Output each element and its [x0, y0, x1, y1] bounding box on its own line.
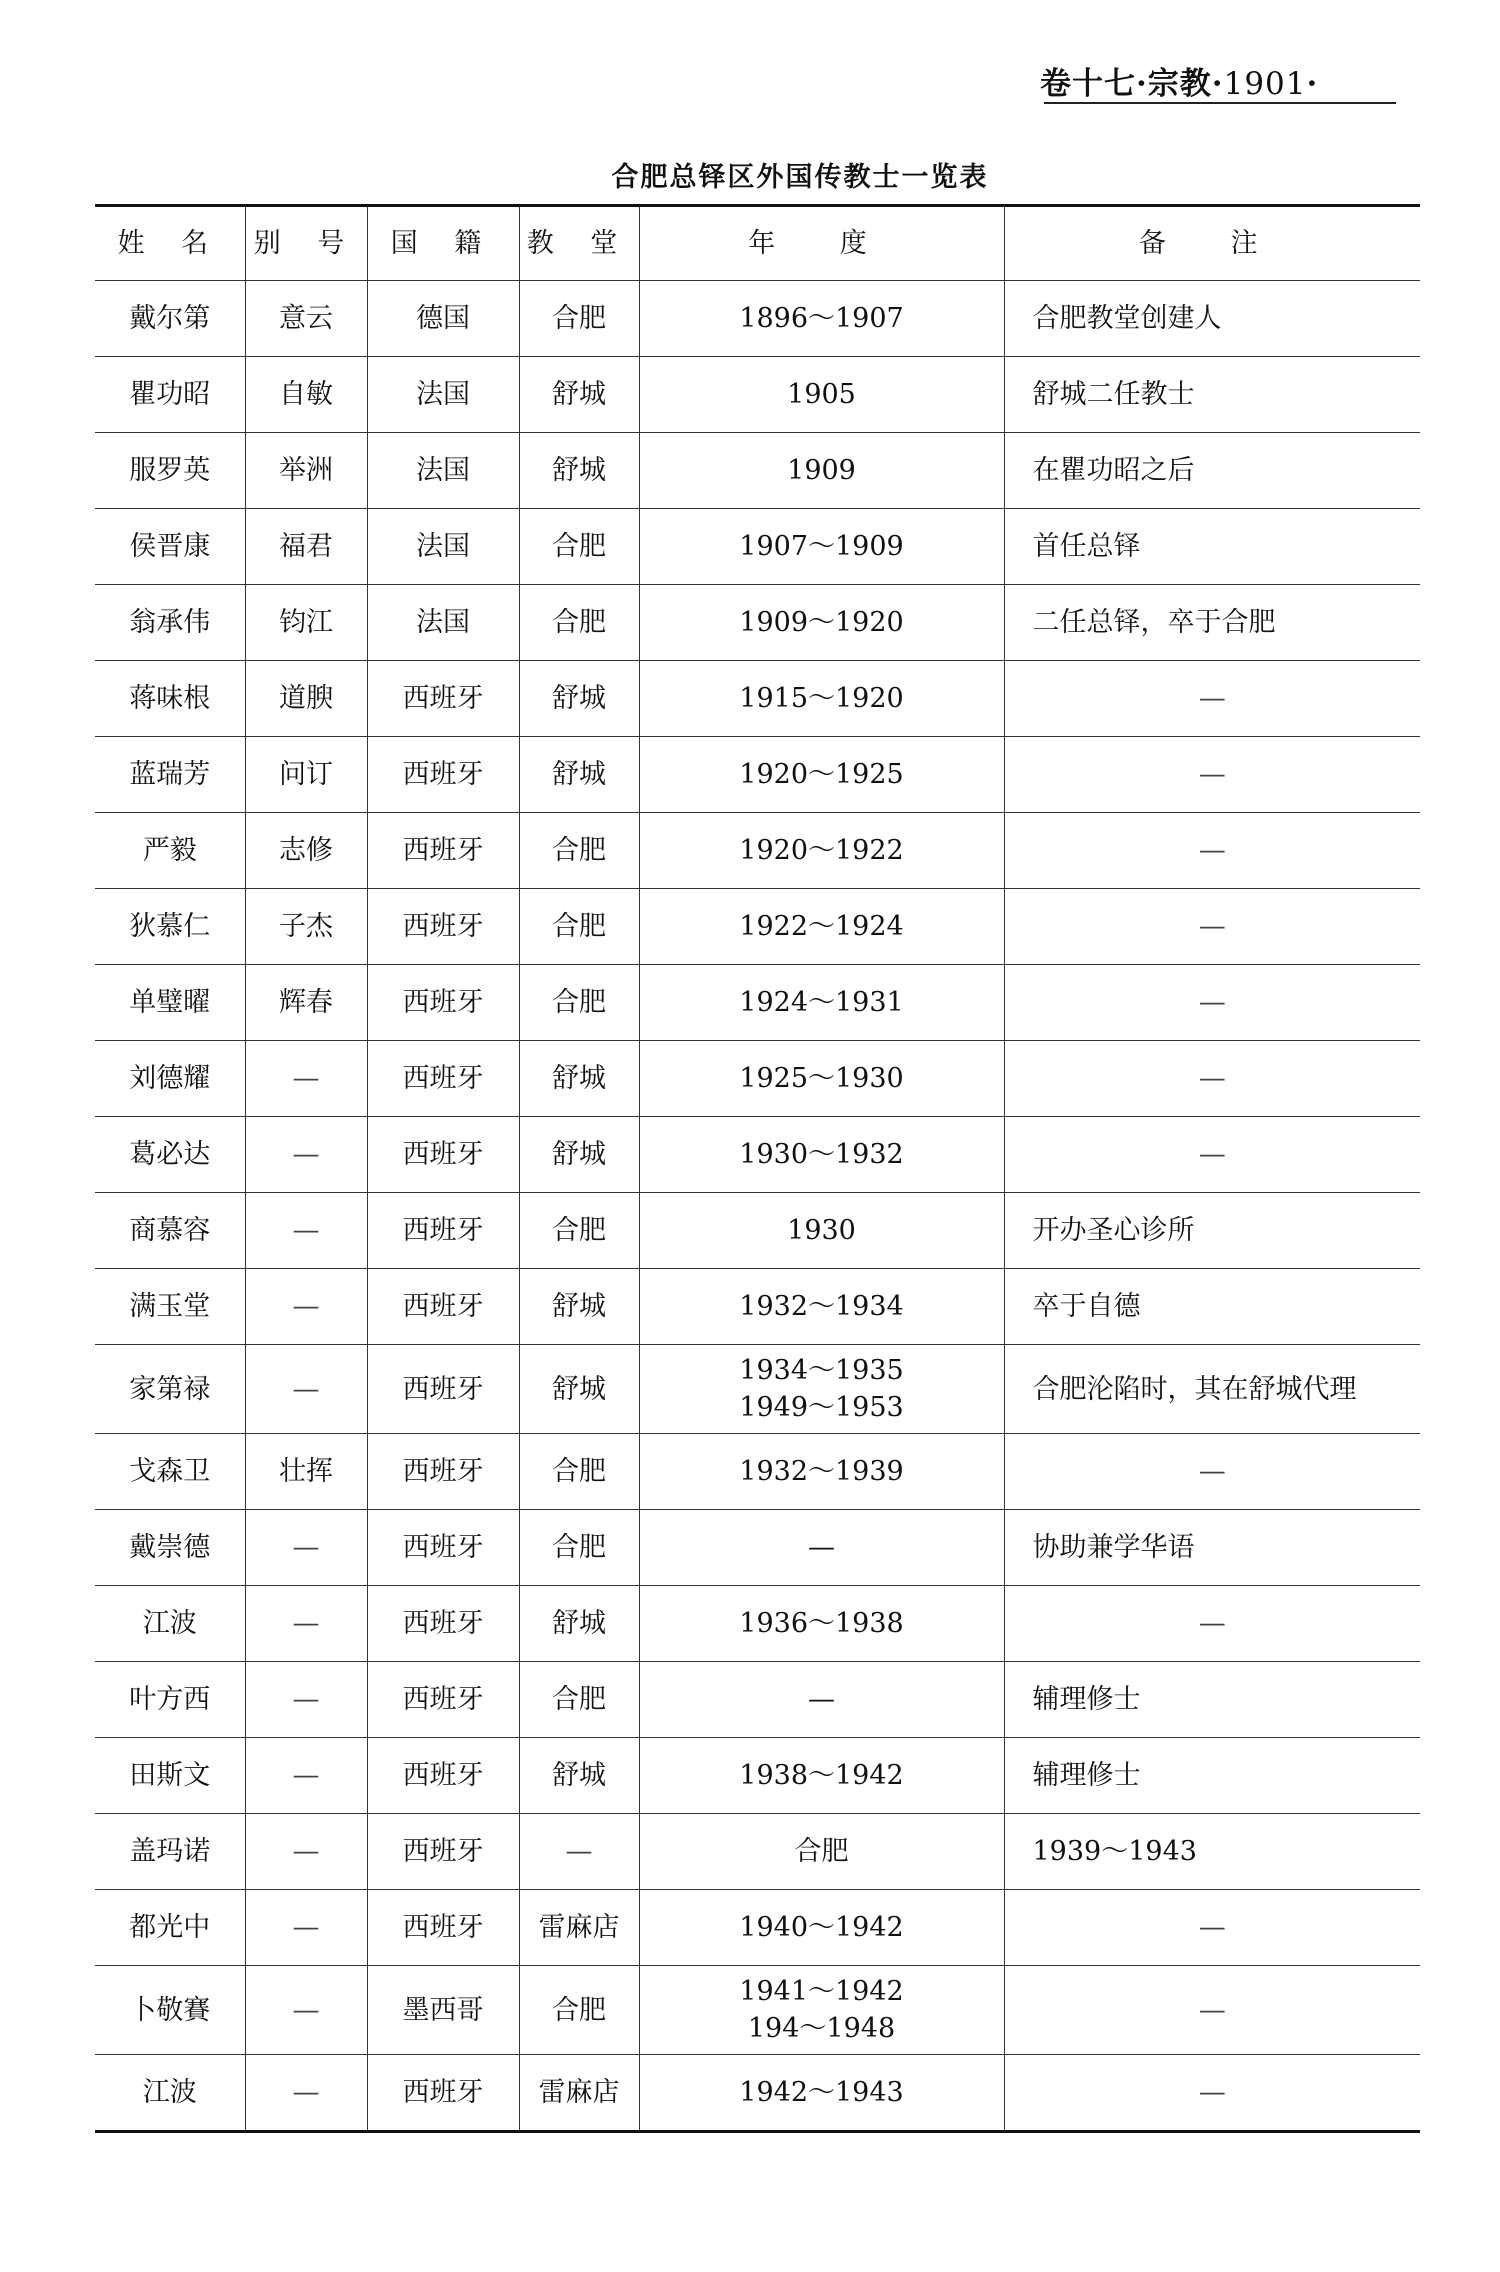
table-row	[95, 1814, 1420, 1890]
table-row	[95, 433, 1420, 509]
year-range: 1907～1909	[739, 531, 904, 562]
year-range: 1924～1931	[739, 987, 904, 1018]
cell-years	[639, 737, 1004, 813]
cell-church: —	[519, 1814, 639, 1890]
cell-church: 舒城	[519, 1269, 639, 1345]
cell-years	[639, 1510, 1004, 1586]
cell-nationality: 德国	[367, 281, 519, 357]
header-years: 年 度	[639, 206, 1004, 281]
year-range: 1922～1924	[739, 911, 904, 942]
cell-nationality: 西班牙	[367, 813, 519, 889]
cell-alias: 子杰	[245, 889, 367, 965]
table-row	[95, 1586, 1420, 1662]
cell-nationality: 西班牙	[367, 661, 519, 737]
year-range: 1938～1942	[739, 1760, 904, 1791]
cell-nationality: 西班牙	[367, 965, 519, 1041]
cell-name: 江波	[95, 2055, 245, 2132]
table-row	[95, 813, 1420, 889]
cell-years	[639, 1193, 1004, 1269]
year-range: 1942～1943	[739, 2077, 904, 2108]
cell-years	[639, 813, 1004, 889]
cell-years	[639, 585, 1004, 661]
cell-years	[639, 1041, 1004, 1117]
cell-nationality: 西班牙	[367, 1117, 519, 1193]
table-row	[95, 1510, 1420, 1586]
cell-note: 舒城二任教士	[1004, 357, 1420, 433]
cell-nationality: 西班牙	[367, 1269, 519, 1345]
year-range: —	[808, 1684, 835, 1715]
cell-note: —	[1004, 889, 1420, 965]
year-range: 1949～1953	[739, 1392, 904, 1423]
cell-name: 瞿功昭	[95, 357, 245, 433]
cell-name: 戈森卫	[95, 1434, 245, 1510]
cell-church: 合肥	[519, 585, 639, 661]
cell-note: —	[1004, 1117, 1420, 1193]
header-row	[95, 206, 1420, 281]
cell-note: —	[1004, 1966, 1420, 2055]
cell-name: 田斯文	[95, 1738, 245, 1814]
year-range: 1934～1935	[739, 1355, 904, 1386]
table-row	[95, 965, 1420, 1041]
table-row	[95, 585, 1420, 661]
cell-nationality: 西班牙	[367, 1814, 519, 1890]
table-row	[95, 889, 1420, 965]
cell-name: 叶方西	[95, 1662, 245, 1738]
cell-years	[639, 965, 1004, 1041]
cell-alias: 问订	[245, 737, 367, 813]
cell-note: —	[1004, 1041, 1420, 1117]
year-range: 合肥	[794, 1836, 849, 1867]
cell-nationality: 法国	[367, 509, 519, 585]
cell-church: 合肥	[519, 1966, 639, 2055]
cell-years	[639, 1345, 1004, 1434]
cell-years	[639, 661, 1004, 737]
table-row	[95, 1662, 1420, 1738]
header-note: 备 注	[1004, 206, 1420, 281]
cell-years	[639, 1434, 1004, 1510]
cell-alias: —	[245, 1193, 367, 1269]
cell-alias: —	[245, 1269, 367, 1345]
cell-alias: 福君	[245, 509, 367, 585]
cell-church: 合肥	[519, 1510, 639, 1586]
year-range: 1936～1938	[739, 1608, 904, 1639]
page-number: 1901	[1223, 66, 1307, 102]
cell-name: 侯晋康	[95, 509, 245, 585]
year-range: 1930	[787, 1215, 856, 1246]
cell-alias: 壮挥	[245, 1434, 367, 1510]
cell-nationality: 西班牙	[367, 1738, 519, 1814]
cell-years	[639, 1738, 1004, 1814]
cell-nationality: 西班牙	[367, 889, 519, 965]
table-row	[95, 1117, 1420, 1193]
cell-years	[639, 1966, 1004, 2055]
cell-alias: —	[245, 1966, 367, 2055]
cell-alias: 钧江	[245, 585, 367, 661]
cell-church: 合肥	[519, 965, 639, 1041]
cell-note: —	[1004, 1586, 1420, 1662]
cell-alias: —	[245, 1814, 367, 1890]
cell-name: 家第禄	[95, 1345, 245, 1434]
cell-alias: —	[245, 1117, 367, 1193]
header-alias: 别 号	[245, 206, 367, 281]
cell-church: 雷麻店	[519, 2055, 639, 2132]
cell-name: 服罗英	[95, 433, 245, 509]
cell-church: 合肥	[519, 813, 639, 889]
cell-alias: —	[245, 1510, 367, 1586]
cell-note: 首任总铎	[1004, 509, 1420, 585]
cell-church: 合肥	[519, 1434, 639, 1510]
cell-note: —	[1004, 1434, 1420, 1510]
year-range: 1925～1930	[739, 1063, 904, 1094]
cell-years	[639, 1269, 1004, 1345]
table-row	[95, 1434, 1420, 1510]
cell-note: 1939～1943	[1004, 1814, 1420, 1890]
cell-years	[639, 889, 1004, 965]
cell-church: 合肥	[519, 889, 639, 965]
cell-name: 蒋味根	[95, 661, 245, 737]
cell-church: 舒城	[519, 1117, 639, 1193]
cell-note: 合肥沦陷时，其在舒城代理	[1004, 1345, 1420, 1434]
cell-alias: —	[245, 1041, 367, 1117]
section-label: 宗教	[1147, 66, 1212, 102]
cell-alias: 举洲	[245, 433, 367, 509]
cell-alias: —	[245, 1345, 367, 1434]
cell-note: 辅理修士	[1004, 1662, 1420, 1738]
table-row	[95, 281, 1420, 357]
cell-alias: —	[245, 1738, 367, 1814]
cell-years	[639, 2055, 1004, 2132]
cell-name: 葛必达	[95, 1117, 245, 1193]
cell-name: 江波	[95, 1586, 245, 1662]
year-range: —	[808, 1532, 835, 1563]
cell-note: —	[1004, 2055, 1420, 2132]
cell-church: 舒城	[519, 1345, 639, 1434]
cell-alias: 志修	[245, 813, 367, 889]
year-range: 1941～1942	[739, 1976, 904, 2007]
year-range: 1920～1925	[739, 759, 904, 790]
cell-name: 翁承伟	[95, 585, 245, 661]
cell-church: 合肥	[519, 1193, 639, 1269]
cell-note: 卒于自德	[1004, 1269, 1420, 1345]
cell-years	[639, 433, 1004, 509]
table-row	[95, 1345, 1420, 1434]
missionary-table	[95, 204, 1420, 2133]
cell-nationality: 西班牙	[367, 2055, 519, 2132]
cell-church: 舒城	[519, 1041, 639, 1117]
header-rule	[1044, 102, 1396, 104]
cell-years	[639, 1814, 1004, 1890]
cell-alias: 自敏	[245, 357, 367, 433]
table-row	[95, 1890, 1420, 1966]
cell-nationality: 西班牙	[367, 1586, 519, 1662]
cell-years	[639, 1586, 1004, 1662]
year-range: 1932～1939	[739, 1456, 904, 1487]
cell-years	[639, 509, 1004, 585]
cell-years	[639, 281, 1004, 357]
cell-name: 戴崇德	[95, 1510, 245, 1586]
cell-alias: —	[245, 2055, 367, 2132]
cell-name: 单璧曜	[95, 965, 245, 1041]
table-row	[95, 661, 1420, 737]
cell-note: 在瞿功昭之后	[1004, 433, 1420, 509]
table-row	[95, 1966, 1420, 2055]
cell-church: 合肥	[519, 1662, 639, 1738]
cell-church: 合肥	[519, 281, 639, 357]
table-row	[95, 509, 1420, 585]
cell-name: 刘德耀	[95, 1041, 245, 1117]
cell-nationality: 西班牙	[367, 1510, 519, 1586]
year-range: 1932～1934	[739, 1291, 904, 1322]
cell-years	[639, 1890, 1004, 1966]
cell-name: 都光中	[95, 1890, 245, 1966]
cell-nationality: 西班牙	[367, 1193, 519, 1269]
cell-note: 开办圣心诊所	[1004, 1193, 1420, 1269]
cell-alias: —	[245, 1890, 367, 1966]
table-row	[95, 1738, 1420, 1814]
cell-nationality: 法国	[367, 433, 519, 509]
table-row	[95, 1269, 1420, 1345]
cell-nationality: 墨西哥	[367, 1966, 519, 2055]
cell-note: 协助兼学华语	[1004, 1510, 1420, 1586]
cell-name: 严毅	[95, 813, 245, 889]
cell-name: 戴尔第	[95, 281, 245, 357]
year-range: 1905	[787, 379, 856, 410]
cell-years	[639, 1662, 1004, 1738]
header-name: 姓 名	[95, 206, 245, 281]
cell-name: 满玉堂	[95, 1269, 245, 1345]
header-nationality: 国 籍	[367, 206, 519, 281]
table-row	[95, 1193, 1420, 1269]
cell-name: 卜敬賽	[95, 1966, 245, 2055]
cell-alias: 意云	[245, 281, 367, 357]
table-row	[95, 1041, 1420, 1117]
table-row	[95, 737, 1420, 813]
cell-years	[639, 357, 1004, 433]
cell-nationality: 西班牙	[367, 1434, 519, 1510]
cell-alias: —	[245, 1586, 367, 1662]
cell-nationality: 法国	[367, 357, 519, 433]
header-church: 教 堂	[519, 206, 639, 281]
cell-name: 狄慕仁	[95, 889, 245, 965]
cell-church: 舒城	[519, 1586, 639, 1662]
cell-name: 蓝瑞芳	[95, 737, 245, 813]
year-range: 1909	[787, 455, 856, 486]
table-body	[95, 281, 1420, 2132]
cell-church: 雷麻店	[519, 1890, 639, 1966]
cell-church: 舒城	[519, 357, 639, 433]
cell-church: 舒城	[519, 433, 639, 509]
cell-name: 商慕容	[95, 1193, 245, 1269]
cell-note: 二任总铎，卒于合肥	[1004, 585, 1420, 661]
cell-nationality: 西班牙	[367, 1890, 519, 1966]
cell-nationality: 西班牙	[367, 1345, 519, 1434]
cell-church: 舒城	[519, 1738, 639, 1814]
cell-church: 舒城	[519, 661, 639, 737]
year-range: 194～1948	[747, 2013, 896, 2044]
cell-note: —	[1004, 1890, 1420, 1966]
cell-nationality: 法国	[367, 585, 519, 661]
year-range: 1909～1920	[739, 607, 904, 638]
cell-nationality: 西班牙	[367, 1041, 519, 1117]
cell-name: 盖玛诺	[95, 1814, 245, 1890]
cell-alias: —	[245, 1662, 367, 1738]
year-range: 1930～1932	[739, 1139, 904, 1170]
cell-note: 合肥教堂创建人	[1004, 281, 1420, 357]
table-row	[95, 2055, 1420, 2132]
year-range: 1920～1922	[739, 835, 904, 866]
cell-alias: 辉春	[245, 965, 367, 1041]
year-range: 1940～1942	[739, 1912, 904, 1943]
cell-nationality: 西班牙	[367, 1662, 519, 1738]
cell-note: —	[1004, 965, 1420, 1041]
table-title: 合肥总铎区外国传教士一览表	[611, 162, 989, 193]
year-range: 1915～1920	[739, 683, 904, 714]
running-header: 卷十七·宗教·1901·	[1040, 66, 1319, 102]
table-row	[95, 357, 1420, 433]
cell-note: —	[1004, 813, 1420, 889]
cell-note: 辅理修士	[1004, 1738, 1420, 1814]
cell-alias: 道腴	[245, 661, 367, 737]
cell-note: —	[1004, 737, 1420, 813]
cell-nationality: 西班牙	[367, 737, 519, 813]
chapter-label: 卷十七	[1040, 66, 1136, 102]
cell-years	[639, 1117, 1004, 1193]
cell-church: 舒城	[519, 737, 639, 813]
year-range: 1896～1907	[739, 303, 904, 334]
cell-note: —	[1004, 661, 1420, 737]
cell-church: 合肥	[519, 509, 639, 585]
